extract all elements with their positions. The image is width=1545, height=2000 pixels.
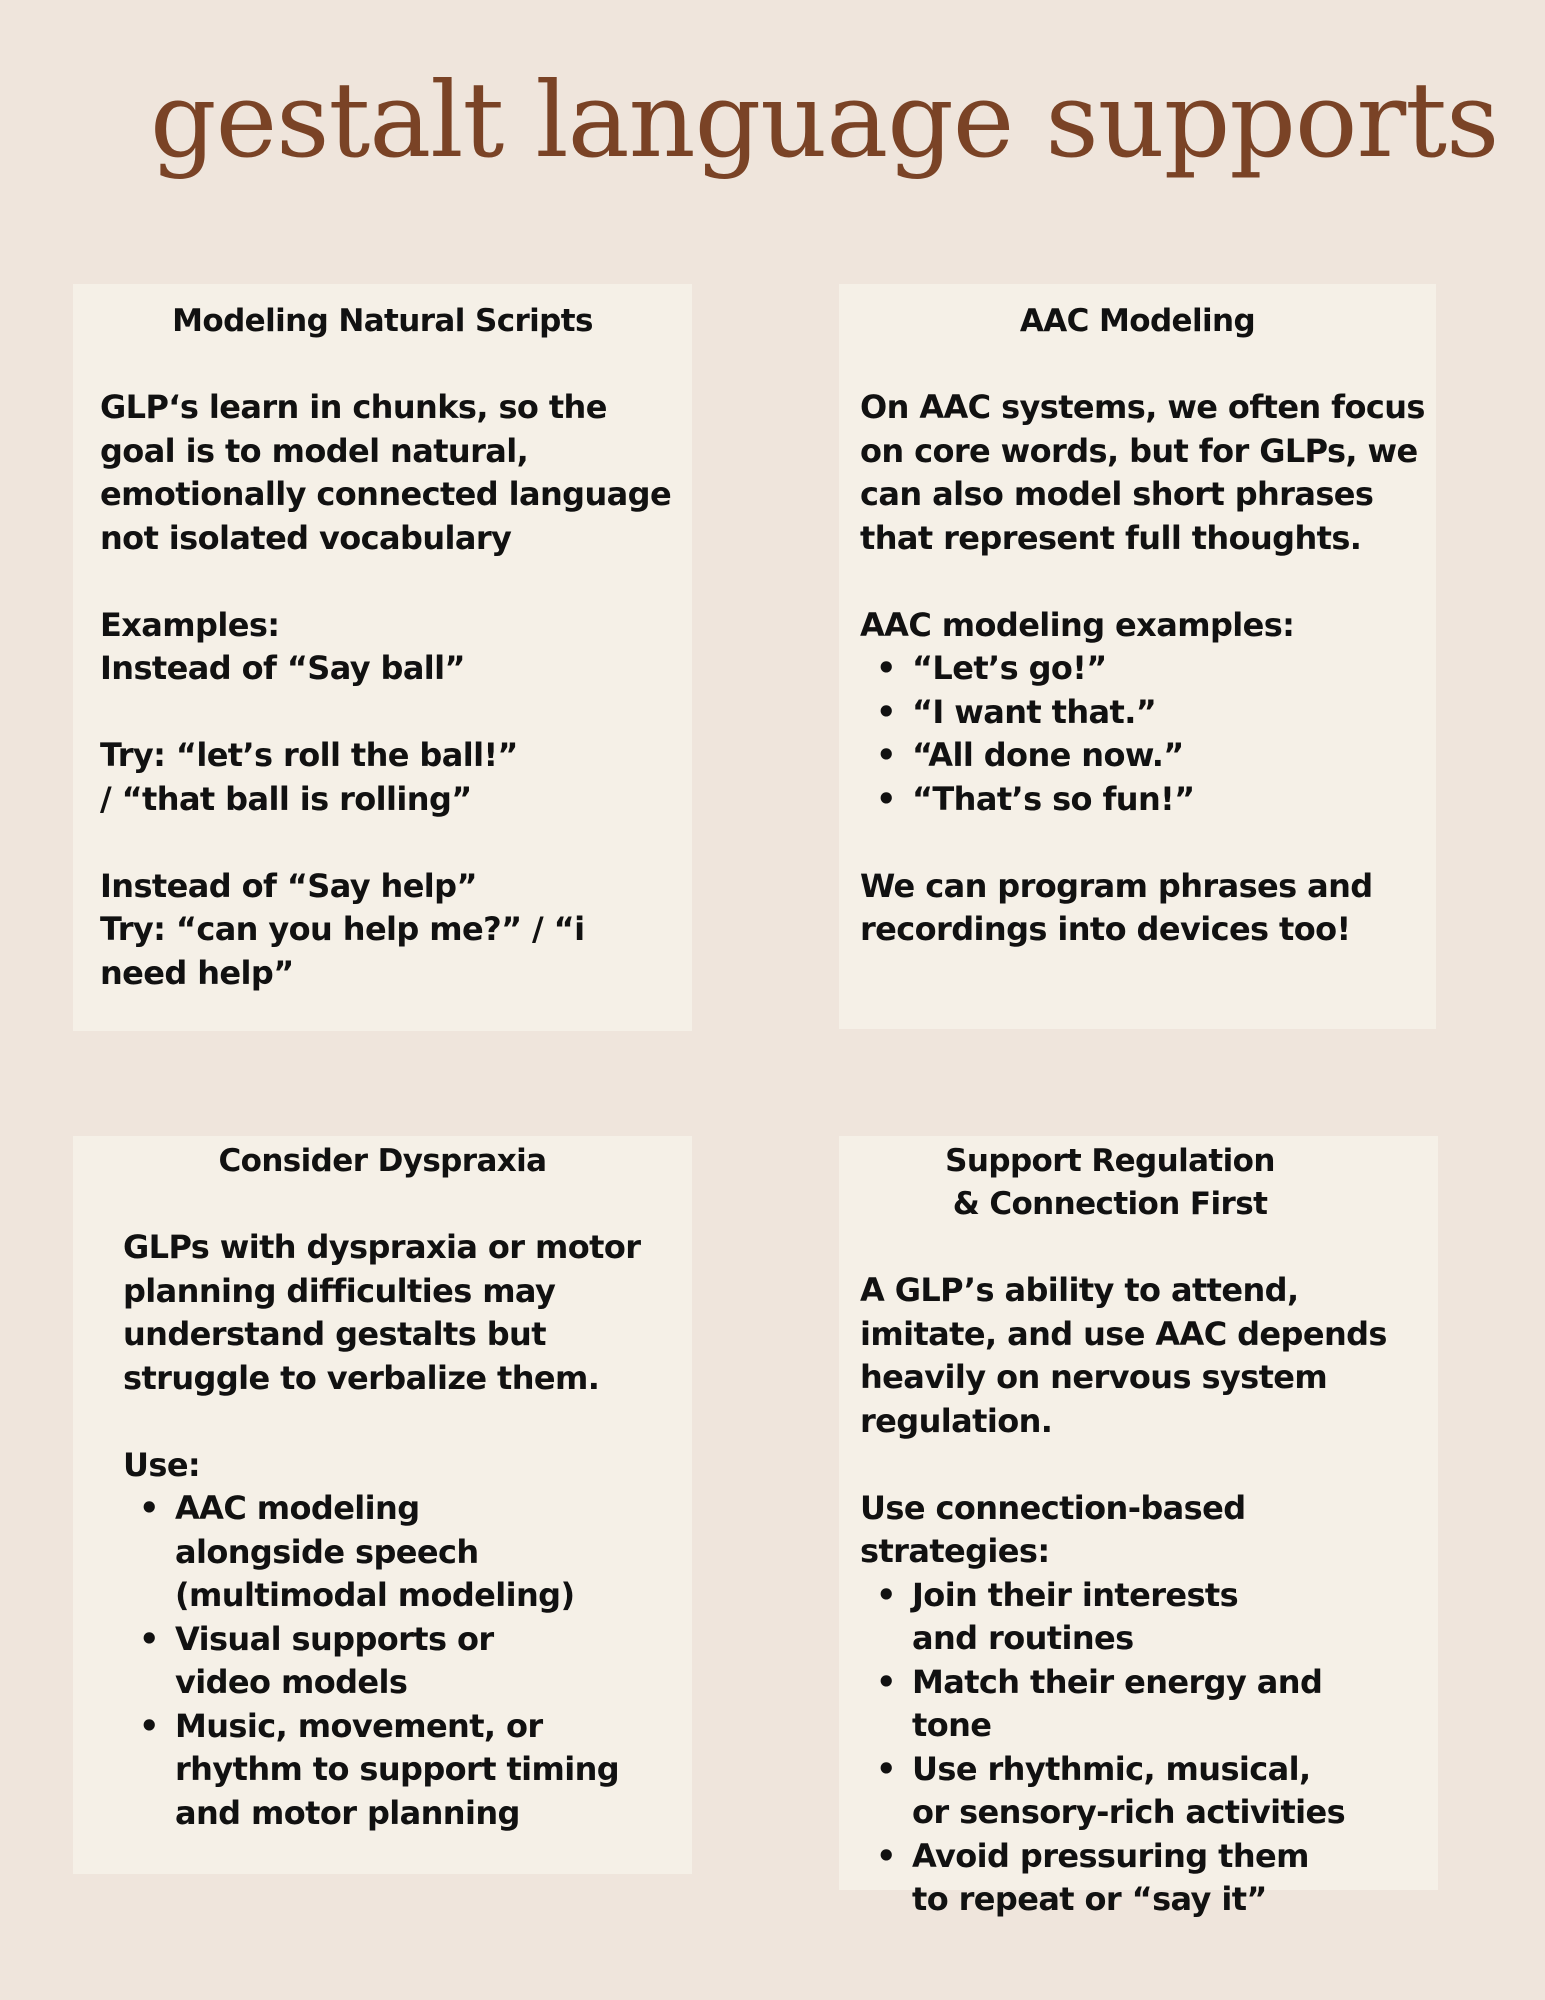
list-item: • AAC modeling alongside speech (multimodal modeling) [139,1489,575,1614]
card-body [123,1226,692,1835]
list-label: AAC modeling examples: [860,605,1295,644]
card-body [860,1269,1438,1922]
bullet-icon: • [876,1749,896,1788]
bullet-icon: • [876,649,896,687]
example-instead: Instead of “Say help” [100,866,477,905]
bullet-list [860,647,1436,821]
card-support-regulation [839,1136,1438,1918]
card-modeling-natural-scripts [73,284,692,1031]
list-label: Use connection-based strategies: [860,1488,1246,1570]
card-heading: AAC Modeling [1019,303,1256,339]
list-item: • Join their interests and routines [876,1575,1239,1657]
list-item: • Music, movement, or rhythm to support timing and motor planning [139,1706,620,1832]
bullet-icon: • [876,1836,896,1875]
card-intro: On AAC systems, we often focus on core words, but for GLPs, we can also model short phrases that represent full thoughts. [860,388,1425,557]
bullet-icon: • [139,1706,159,1745]
list-item: • “All done now.” [860,734,1436,778]
page-title: gestalt language supports [150,59,1499,181]
bullet-icon: • [876,779,896,818]
card-intro: GLP‘s learn in chunks, so the goal is to model natural, emotionally connected language not isolated vocabulary [100,388,672,557]
bullet-icon: • [876,1575,896,1614]
example-try: Try: “let’s roll the ball!” / “that ball is rolling” [100,736,518,818]
list-item: • “That’s so fun!” [860,778,1436,822]
card-heading: Consider Dyspraxia [218,1143,547,1179]
card-body [100,386,692,995]
example-instead: Instead of “Say ball” [100,649,465,687]
card-consider-dyspraxia [73,1136,692,1874]
card-intro: A GLP’s ability to attend, imitate, and use AAC depends heavily on nervous system regulation. [860,1271,1387,1440]
list-item: • Visual supports or video models [139,1619,494,1701]
card-heading: Support Regulation & Connection First [945,1143,1275,1222]
bullet-icon: • [139,1619,159,1658]
card-body [860,386,1436,952]
example-try: Try: “can you help me?” / “i need help” [100,910,585,992]
list-item: • “I want that.” [860,691,1436,735]
card-intro: GLPs with dyspraxia or motor planning difficulties may understand gestalts but struggle to verbalize them. [123,1228,641,1397]
list-item: • Avoid pressuring them to repeat or “say it” [876,1836,1309,1918]
card-aac-modeling [839,284,1436,1029]
bullet-list [123,1487,653,1835]
bullet-icon: • [876,736,896,774]
list-label: Use: [123,1445,201,1484]
bullet-list [860,1574,1438,1922]
list-item: • Match their energy and tone [876,1662,1323,1744]
card-closing: We can program phrases and recordings into devices too! [860,866,1373,948]
examples-label: Examples: [100,605,280,644]
card-heading: Modeling Natural Scripts [172,303,593,339]
bullet-icon: • [876,692,896,731]
list-item: • Use rhythmic, musical, or sensory-rich activities [876,1749,1346,1831]
bullet-icon: • [876,1662,896,1701]
bullet-icon: • [139,1489,159,1527]
list-item: • “Let’s go!” [860,647,1436,691]
